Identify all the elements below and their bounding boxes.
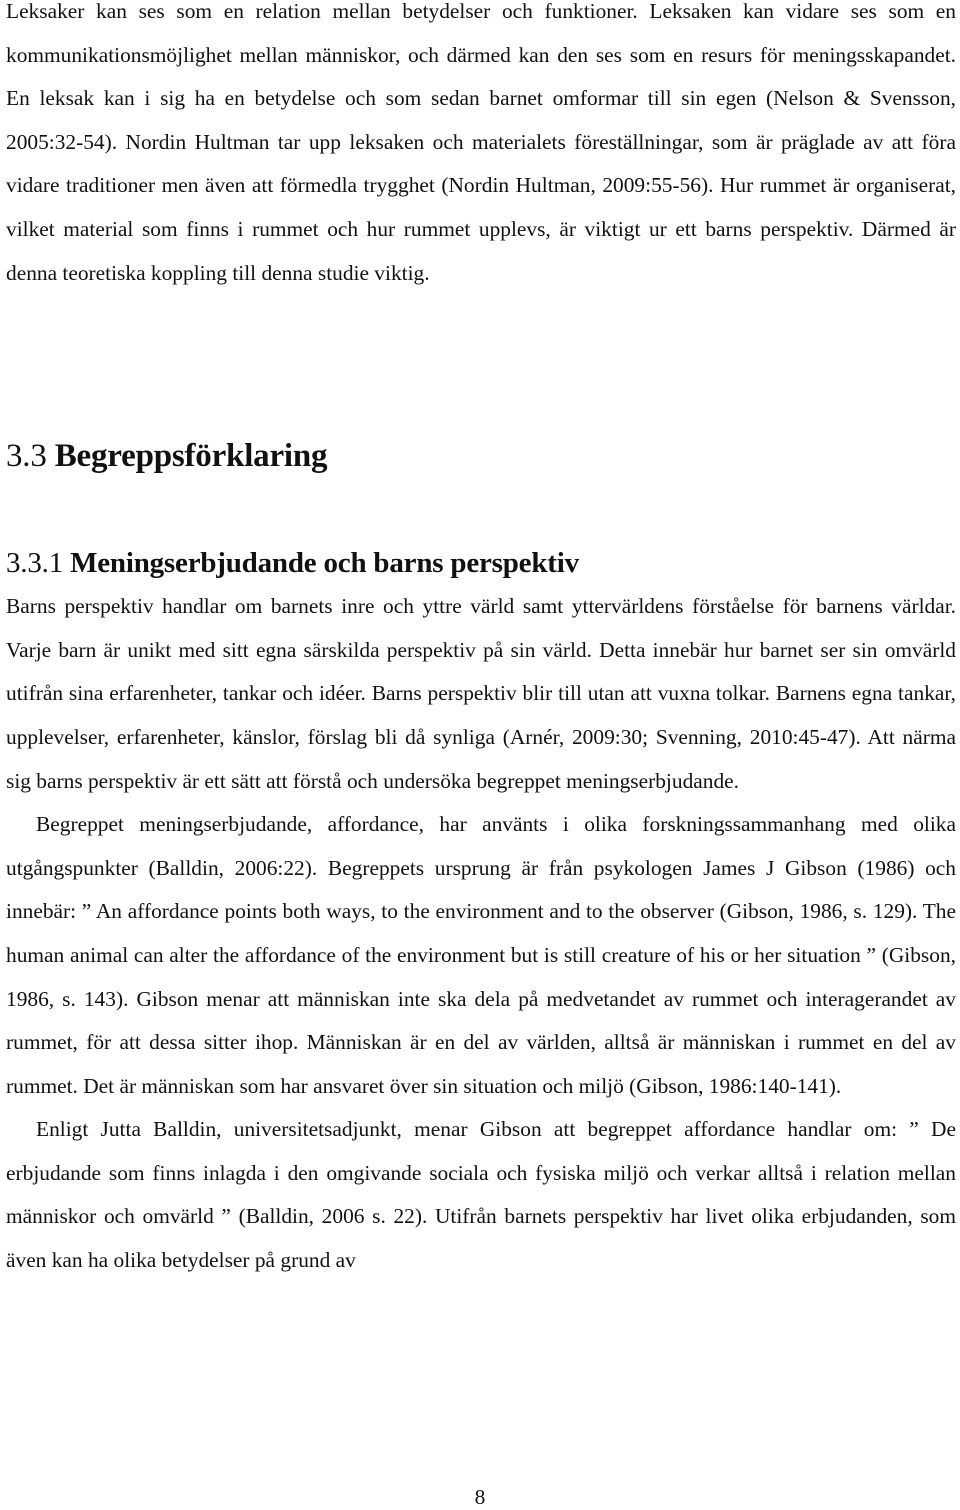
document-page — [6, 0, 956, 1283]
paragraph-barns-perspektiv: Barns perspektiv handlar om barnets inre och yttre värld samt yttervärldens förståelse för barnens världar. Varje barn är unikt med sitt egna särskilda perspektiv på sin värld. Detta innebär hur barnet ser sin omvärld utifrån sina erfarenheter, tankar och idéer. Barns perspektiv blir till utan att vuxna tolkar. Barnens egna tankar, upplevelser, erfarenheter, känslor, förslag bli då synliga (Arnér, 2009:30; Svenning, 2010:45-47). Att närma sig barns perspektiv är ett sätt att förstå och undersöka begreppet meningserbjudande. — [6, 594, 956, 793]
intro-paragraph: Leksaker kan ses som en relation mellan betydelser och funktioner. Leksaken kan vidare ses som en kommunikationsmöjlighet mellan människor, och därmed kan den ses som en resurs för meningsskapandet. En leksak kan i sig ha en betydelse och som sedan barnet omformar till sin egen (Nelson & Svensson, 2005:32-54). Nordin Hultman tar upp leksaken och materialets föreställningar, som är präglade av att föra vidare traditioner men även att förmedla trygghet (Nordin Hultman, 2009:55-56). Hur rummet är organiserat, vilket material som finns i rummet och hur rummet upplevs, är viktigt ur ett barns perspektiv. Därmed är denna teoretiska koppling till denna studie viktig. — [6, 0, 956, 285]
section-title: Begreppsförklaring — [54, 438, 328, 475]
subsection-title: Meningserbjudande och barns perspektiv — [70, 547, 579, 580]
section-heading — [6, 436, 956, 476]
subsection-number: 3.3.1 — [6, 547, 64, 580]
section-number: 3.3 — [6, 438, 47, 475]
paragraph-balldin: Enligt Jutta Balldin, universitetsadjunkt, menar Gibson att begreppet affordance handlar om: ” De erbjudande som finns inlagda i den omgivande sociala och fysiska miljö och verkar alltså i relation mellan människor och omvärld ” (Balldin, 2006 s. 22). Utifrån barnets perspektiv har livet olika erbjudanden, som även kan ha olika betydelser på grund av — [6, 1117, 956, 1273]
page-number: 8 — [474, 1485, 486, 1509]
subsection-heading — [6, 543, 956, 583]
paragraph-affordance: Begreppet meningserbjudande, affordance, har använts i olika forskningssammanhang med olika utgångspunkter (Balldin, 2006:22). Begreppets ursprung är från psykologen James J Gibson (1986) och innebär: ” An affordance points both ways, to the environment and to the observer (Gibson, 1986, s. 129). The human animal can alter the affordance of the environment but is still creature of his or her situation ” (Gibson, 1986, s. 143). Gibson menar att människan inte ska dela på medvetandet av rummet och interagerandet av rummet, för att dessa sitter ihop. Människan är en del av världen, alltså är människan i rummet en del av rummet. Det är människan som har ansvaret över sin situation och miljö (Gibson, 1986:140-141). — [6, 812, 956, 1098]
